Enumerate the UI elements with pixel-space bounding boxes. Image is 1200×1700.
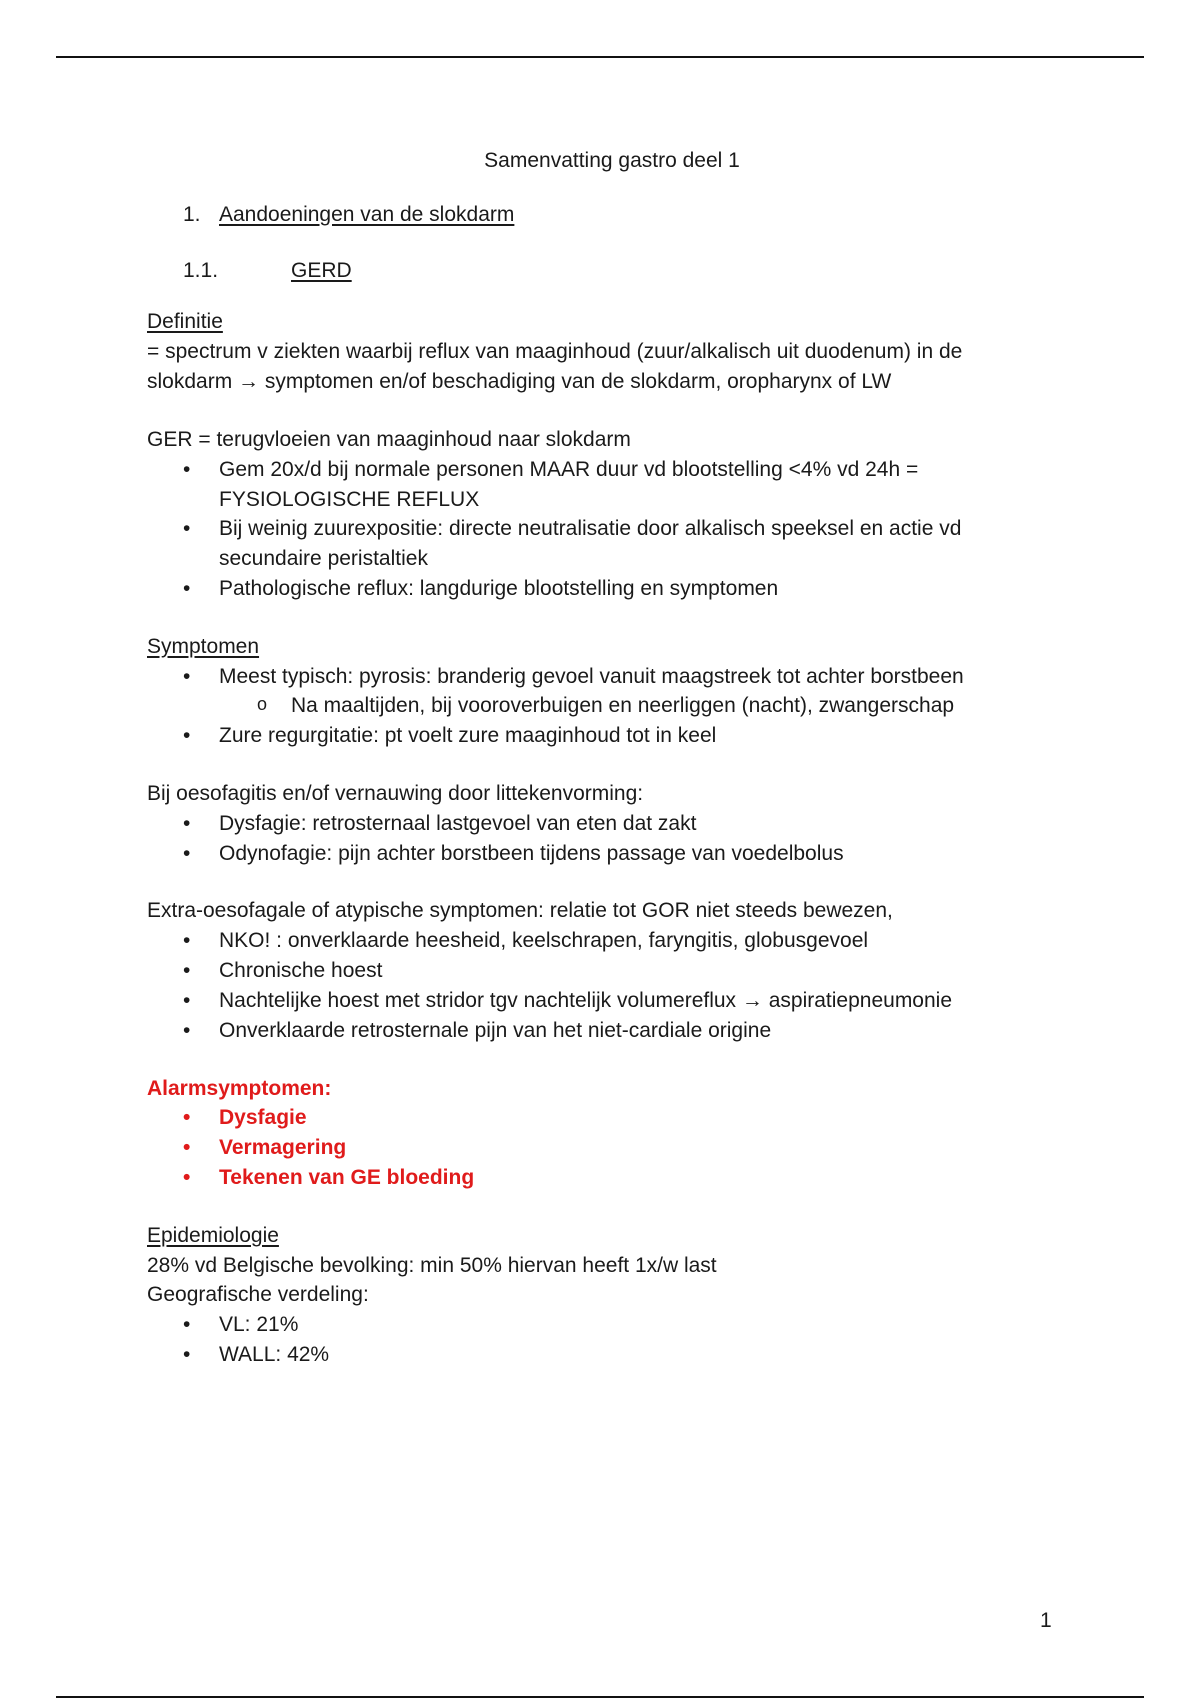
document-body (147, 146, 1067, 1370)
ger-list (147, 455, 1067, 604)
oesofagitis-intro: Bij oesofagitis en/of vernauwing door littekenvorming: (147, 782, 644, 805)
list-item: • Dysfagie: retrosternaal lastgevoel van eten dat zakt (147, 809, 1067, 839)
section-title: Aandoeningen van de slokdarm (219, 202, 515, 226)
list-item: • Chronische hoest (147, 956, 1067, 986)
section-number: 1. (183, 202, 201, 226)
symptomen-list (147, 662, 1067, 692)
oesofagitis-list (147, 809, 1067, 869)
list-item: • VL: 21% (147, 1310, 1067, 1340)
ger-intro: GER = terugvloeien van maaginhoud naar slokdarm (147, 427, 631, 451)
list-item: • NKO! : onverklaarde heesheid, keelschrapen, faryngitis, globusgevoel (147, 926, 1067, 956)
list-item: • Bij weinig zuurexpositie: directe neutralisatie door alkalisch speeksel en actie vd secundaire peristaltiek (147, 514, 979, 574)
list-item: • WALL: 42% (147, 1340, 1067, 1370)
page-number: 1 (1040, 1609, 1052, 1632)
section-heading-1 (183, 200, 1067, 230)
list-item: • Zure regurgitatie: pt voelt zure maaginhoud tot in keel (147, 721, 1067, 751)
alarm-list (147, 1103, 1067, 1192)
document-title: Samenvatting gastro deel 1 (484, 149, 740, 172)
alarm-heading: Alarmsymptomen: (147, 1076, 332, 1100)
subsection-number: 1.1. (183, 258, 219, 282)
definitie-line: slokdarm → symptomen en/of beschadiging van de slokdarm, oropharynx of LW (147, 370, 892, 394)
alarm-item: • Tekenen van GE bloeding (147, 1163, 1067, 1193)
header-rule (56, 56, 1144, 58)
extra-intro: Extra-oesofagale of atypische symptomen: relatie tot GOR niet steeds bewezen, (147, 899, 893, 923)
alarm-item: • Dysfagie (147, 1103, 1067, 1133)
list-item: • Pathologische reflux: langdurige blootstelling en symptomen (147, 574, 1067, 604)
list-item: • Meest typisch: pyrosis: branderig gevoel vanuit maagstreek tot achter borstbeen (147, 662, 1067, 692)
symptomen-heading: Symptomen (147, 634, 260, 658)
extra-list (147, 926, 1067, 1045)
footer-rule (56, 1696, 1144, 1698)
epidemiologie-line: 28% vd Belgische bevolking: min 50% hiervan heeft 1x/w last (147, 1253, 717, 1277)
list-item: • Nachtelijke hoest met stridor tgv nachtelijk volumereflux → aspiratiepneumonie (147, 986, 1067, 1016)
list-item: • Gem 20x/d bij normale personen MAAR duur vd blootstelling <4% vd 24h = FYSIOLOGISCHE REFLUX (147, 455, 979, 515)
subsection-title: GERD (291, 258, 352, 282)
epidemiologie-list (147, 1310, 1067, 1370)
alarm-item: • Vermagering (147, 1133, 1067, 1163)
definitie-line: = spectrum v ziekten waarbij reflux van maaginhoud (zuur/alkalisch uit duodenum) in de (147, 340, 963, 364)
definitie-heading: Definitie (147, 310, 223, 334)
epidemiologie-heading: Epidemiologie (147, 1223, 279, 1247)
list-item: • Odynofagie: pijn achter borstbeen tijdens passage van voedelbolus (147, 839, 1067, 869)
symptomen-list-2 (147, 721, 1067, 751)
section-heading-1-1 (183, 256, 1067, 286)
epidemiologie-line: Geografische verdeling: (147, 1283, 369, 1307)
list-item: • Onverklaarde retrosternale pijn van het niet-cardiale origine (147, 1016, 1067, 1046)
symptomen-sublist (147, 691, 1067, 721)
sub-list-item: o Na maaltijden, bij vooroverbuigen en neerliggen (nacht), zwangerschap (147, 691, 1067, 721)
